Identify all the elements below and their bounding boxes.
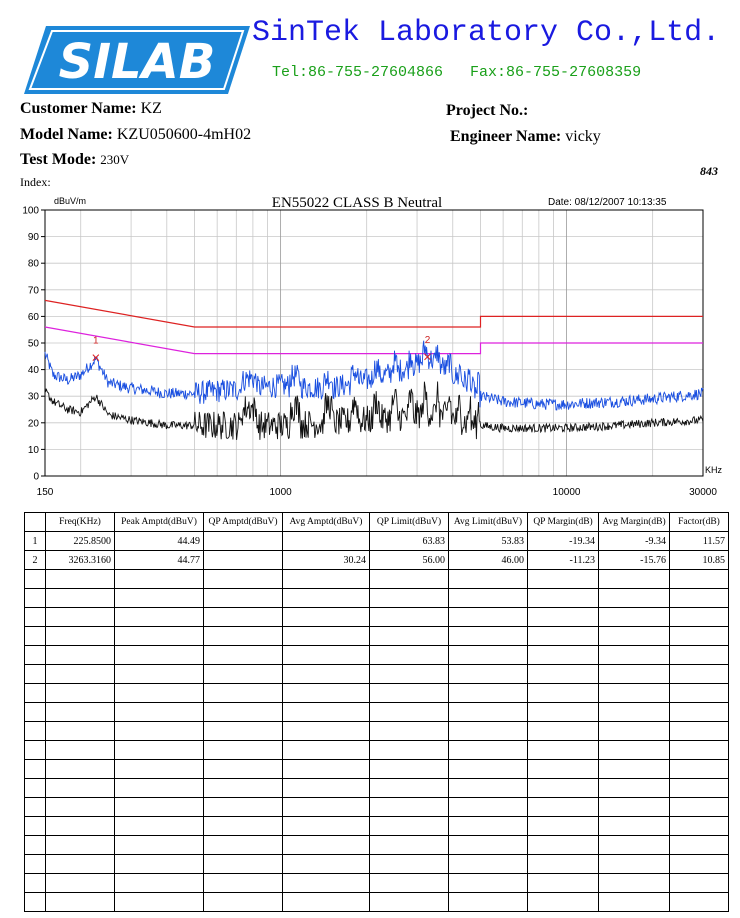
x-axis-label: KHz	[705, 465, 723, 475]
x-tick-label: 10000	[552, 487, 581, 498]
table-cell	[670, 779, 729, 798]
table-cell	[599, 646, 670, 665]
limit-lines	[45, 300, 703, 353]
table-header-cell: Avg Margin(dB)	[599, 513, 670, 532]
table-cell	[449, 817, 528, 836]
table-cell	[449, 893, 528, 912]
company-logo	[24, 22, 250, 98]
table-cell: -11.23	[528, 551, 599, 570]
table-cell	[670, 646, 729, 665]
table-cell	[670, 893, 729, 912]
table-cell	[670, 817, 729, 836]
table-row-empty	[25, 855, 729, 874]
table-cell	[25, 570, 46, 589]
table-cell	[204, 551, 283, 570]
y-axis-label: dBuV/m	[54, 196, 87, 206]
table-cell	[25, 779, 46, 798]
table-cell	[599, 836, 670, 855]
table-row-empty	[25, 836, 729, 855]
table-row-empty	[25, 798, 729, 817]
table-cell	[370, 817, 449, 836]
table-cell: 11.57	[670, 532, 729, 551]
table-header-cell: QP Amptd(dBuV)	[204, 513, 283, 532]
table-cell	[449, 589, 528, 608]
table-cell	[46, 589, 115, 608]
table-cell	[599, 893, 670, 912]
table-cell	[25, 646, 46, 665]
table-cell	[599, 608, 670, 627]
table-cell	[528, 874, 599, 893]
table-row	[25, 551, 729, 570]
table-cell	[46, 703, 115, 722]
table-cell	[115, 703, 204, 722]
mode-value: 230V	[100, 152, 130, 167]
table-cell	[528, 893, 599, 912]
table-cell	[204, 684, 283, 703]
table-cell	[283, 589, 370, 608]
table-cell: 2	[25, 551, 46, 570]
table-cell	[46, 836, 115, 855]
table-cell	[204, 570, 283, 589]
table-cell	[528, 760, 599, 779]
table-row-empty	[25, 893, 729, 912]
axis-ticks	[22, 206, 717, 499]
table-cell	[46, 874, 115, 893]
table-row-empty	[25, 722, 729, 741]
tel-text: Tel:86-755-27604866	[272, 64, 444, 81]
table-row-empty	[25, 646, 729, 665]
table-cell	[370, 722, 449, 741]
table-cell	[115, 646, 204, 665]
table-cell	[670, 741, 729, 760]
table-cell	[370, 627, 449, 646]
table-cell	[283, 760, 370, 779]
table-cell	[115, 684, 204, 703]
project-label: Project No.:	[446, 102, 529, 119]
table-cell	[204, 703, 283, 722]
marker-label: 2	[424, 334, 431, 346]
table-cell	[204, 627, 283, 646]
table-header-cell: Peak Amptd(dBuV)	[115, 513, 204, 532]
table-cell	[115, 874, 204, 893]
y-tick-label: 20	[27, 418, 39, 430]
table-cell	[370, 836, 449, 855]
table-cell	[25, 627, 46, 646]
x-tick-label: 30000	[689, 487, 717, 498]
table-row-empty	[25, 741, 729, 760]
table-cell	[283, 893, 370, 912]
table-cell	[528, 817, 599, 836]
table-cell	[670, 703, 729, 722]
table-row-empty	[25, 665, 729, 684]
table-row-empty	[25, 684, 729, 703]
markers	[93, 335, 431, 361]
table-cell: 56.00	[370, 551, 449, 570]
table-cell	[204, 836, 283, 855]
table-cell	[283, 627, 370, 646]
table-cell	[670, 589, 729, 608]
table-row-empty	[25, 627, 729, 646]
mode-label: Test Mode:	[20, 151, 97, 168]
project-no	[446, 102, 528, 120]
table-cell	[46, 893, 115, 912]
table-cell	[204, 893, 283, 912]
table-cell	[370, 779, 449, 798]
table-cell	[283, 874, 370, 893]
table-cell	[599, 722, 670, 741]
table-header-cell: QP Margin(dB)	[528, 513, 599, 532]
logo-text: SILAB	[58, 34, 216, 90]
table-cell	[449, 646, 528, 665]
table-cell: 53.83	[449, 532, 528, 551]
table-cell	[283, 817, 370, 836]
table-cell	[449, 665, 528, 684]
table-cell	[25, 722, 46, 741]
table-cell	[670, 874, 729, 893]
table-cell	[46, 684, 115, 703]
y-tick-label: 50	[27, 338, 39, 350]
table-cell	[449, 570, 528, 589]
table-cell	[528, 589, 599, 608]
table-cell	[528, 608, 599, 627]
table-cell	[370, 874, 449, 893]
table-cell	[46, 798, 115, 817]
table-cell	[370, 855, 449, 874]
table-cell	[115, 893, 204, 912]
table-cell	[204, 760, 283, 779]
y-tick-label: 30	[27, 391, 39, 403]
table-cell	[115, 665, 204, 684]
x-tick-label: 1000	[269, 487, 292, 498]
model-value: KZU050600-4mH02	[116, 126, 252, 143]
table-cell	[115, 836, 204, 855]
table-cell	[46, 722, 115, 741]
y-tick-label: 0	[33, 471, 39, 483]
table-cell	[528, 646, 599, 665]
table-cell	[370, 741, 449, 760]
table-cell: 1	[25, 532, 46, 551]
table-cell	[283, 798, 370, 817]
table-cell	[204, 817, 283, 836]
table-cell	[599, 684, 670, 703]
table-cell	[670, 760, 729, 779]
measurement-series	[45, 341, 703, 440]
table-cell	[599, 874, 670, 893]
table-cell	[46, 779, 115, 798]
table-row-empty	[25, 608, 729, 627]
table-cell	[370, 760, 449, 779]
table-cell	[449, 798, 528, 817]
table-cell: 225.8500	[46, 532, 115, 551]
table-cell	[25, 760, 46, 779]
table-cell	[115, 779, 204, 798]
table-cell	[204, 665, 283, 684]
table-cell	[46, 760, 115, 779]
table-header-cell: Freq(KHz)	[46, 513, 115, 532]
table-cell	[670, 855, 729, 874]
y-tick-label: 40	[27, 365, 39, 377]
table-cell	[528, 665, 599, 684]
table-cell	[204, 589, 283, 608]
table-header-cell: QP Limit(dBuV)	[370, 513, 449, 532]
table-cell: -15.76	[599, 551, 670, 570]
table-cell	[115, 760, 204, 779]
table-cell	[25, 741, 46, 760]
table-header-row	[25, 513, 729, 532]
table-cell	[46, 855, 115, 874]
table-cell	[370, 798, 449, 817]
table-cell	[25, 703, 46, 722]
table-cell: -9.34	[599, 532, 670, 551]
table-cell	[283, 570, 370, 589]
table-cell: 44.77	[115, 551, 204, 570]
engineer-label: Engineer Name:	[450, 128, 562, 145]
table-cell	[670, 836, 729, 855]
table-cell	[25, 608, 46, 627]
table-cell	[46, 646, 115, 665]
table-row-empty	[25, 589, 729, 608]
table-cell	[670, 608, 729, 627]
customer-value: KZ	[140, 100, 162, 117]
table-cell	[204, 722, 283, 741]
index-label: Index:	[20, 175, 51, 189]
limit-line	[45, 327, 703, 354]
table-cell	[449, 855, 528, 874]
fax-text: Fax:86-755-27608359	[470, 64, 642, 81]
table-cell	[670, 627, 729, 646]
table-cell	[204, 646, 283, 665]
table-cell: 46.00	[449, 551, 528, 570]
table-cell: 10.85	[670, 551, 729, 570]
table-cell	[25, 684, 46, 703]
table-cell: 44.49	[115, 532, 204, 551]
table-cell	[283, 665, 370, 684]
table-cell	[599, 817, 670, 836]
table-cell	[528, 722, 599, 741]
table-cell	[283, 741, 370, 760]
table-row-empty	[25, 760, 729, 779]
marker-label: 1	[93, 335, 99, 347]
table-cell	[204, 741, 283, 760]
table-header-cell: Avg Amptd(dBuV)	[283, 513, 370, 532]
table-cell	[528, 627, 599, 646]
table-cell	[599, 798, 670, 817]
table-cell	[370, 703, 449, 722]
y-tick-label: 10	[27, 444, 39, 456]
table-cell	[204, 798, 283, 817]
table-cell	[46, 608, 115, 627]
table-cell	[670, 665, 729, 684]
test-mode	[20, 151, 129, 169]
table-cell	[115, 722, 204, 741]
table-cell	[599, 703, 670, 722]
model-label: Model Name:	[20, 126, 113, 143]
table-cell: 30.24	[283, 551, 370, 570]
table-cell	[670, 684, 729, 703]
table-cell	[283, 836, 370, 855]
y-tick-label: 90	[27, 232, 39, 244]
table-cell	[115, 608, 204, 627]
table-cell	[599, 570, 670, 589]
engineer-name	[450, 128, 601, 146]
table-row-empty	[25, 779, 729, 798]
table-cell	[449, 874, 528, 893]
table-cell	[115, 817, 204, 836]
table-cell	[528, 798, 599, 817]
table-cell	[449, 779, 528, 798]
table-header-cell	[25, 513, 46, 532]
table-cell	[283, 608, 370, 627]
table-cell	[25, 665, 46, 684]
table-cell	[204, 874, 283, 893]
table-cell	[370, 646, 449, 665]
table-cell	[528, 836, 599, 855]
table-cell	[283, 703, 370, 722]
table-cell	[25, 817, 46, 836]
customer-label: Customer Name:	[20, 100, 137, 117]
table-cell	[670, 722, 729, 741]
table-cell: 3263.3160	[46, 551, 115, 570]
table-cell	[599, 627, 670, 646]
x-tick-label: 150	[36, 487, 54, 498]
table-cell	[599, 589, 670, 608]
table-cell	[599, 855, 670, 874]
table-cell	[46, 817, 115, 836]
table-cell	[528, 855, 599, 874]
table-cell: 63.83	[370, 532, 449, 551]
table-cell	[370, 608, 449, 627]
company-contact	[272, 64, 641, 81]
table-cell	[528, 779, 599, 798]
table-cell	[46, 741, 115, 760]
table-cell	[115, 627, 204, 646]
table-cell	[283, 532, 370, 551]
y-tick-label: 60	[27, 311, 39, 323]
table-cell	[115, 589, 204, 608]
table-cell	[283, 722, 370, 741]
table-cell	[670, 798, 729, 817]
table-cell	[449, 722, 528, 741]
table-cell	[46, 627, 115, 646]
table-cell	[25, 589, 46, 608]
table-cell	[46, 665, 115, 684]
table-row-empty	[25, 817, 729, 836]
table-cell	[370, 570, 449, 589]
y-tick-label: 80	[27, 258, 39, 270]
table-cell	[370, 665, 449, 684]
report-code: 843	[700, 164, 718, 178]
company-name: SinTek Laboratory Co.,Ltd.	[252, 16, 721, 50]
results-table	[24, 512, 729, 912]
table-cell	[449, 741, 528, 760]
table-cell	[204, 855, 283, 874]
table-cell	[599, 779, 670, 798]
table-cell	[115, 570, 204, 589]
table-row-empty	[25, 703, 729, 722]
table-cell	[599, 665, 670, 684]
table-cell	[370, 589, 449, 608]
table-cell	[449, 684, 528, 703]
table-cell	[115, 855, 204, 874]
table-cell	[449, 703, 528, 722]
chart-title: EN55022 CLASS B Neutral	[271, 195, 443, 211]
table-cell	[46, 570, 115, 589]
customer-name	[20, 100, 162, 118]
table-header-cell: Factor(dB)	[670, 513, 729, 532]
table-cell	[670, 570, 729, 589]
table-row	[25, 532, 729, 551]
table-cell	[599, 741, 670, 760]
table-cell	[204, 779, 283, 798]
table-cell	[370, 684, 449, 703]
engineer-value: vicky	[565, 128, 601, 145]
table-cell	[115, 741, 204, 760]
table-cell	[528, 684, 599, 703]
emi-chart	[0, 190, 740, 500]
table-cell	[449, 627, 528, 646]
y-tick-label: 70	[27, 285, 39, 297]
table-cell	[204, 608, 283, 627]
table-body	[25, 532, 729, 912]
table-cell	[528, 570, 599, 589]
limit-line	[45, 300, 703, 327]
chart-date: Date: 08/12/2007 10:13:35	[548, 197, 667, 208]
table-cell	[25, 874, 46, 893]
table-row-empty	[25, 570, 729, 589]
table-cell	[528, 741, 599, 760]
table-cell: -19.34	[528, 532, 599, 551]
table-cell	[449, 836, 528, 855]
table-cell	[283, 684, 370, 703]
table-cell	[283, 779, 370, 798]
table-cell	[25, 798, 46, 817]
table-cell	[25, 855, 46, 874]
table-cell	[204, 532, 283, 551]
table-row-empty	[25, 874, 729, 893]
table-cell	[370, 893, 449, 912]
table-header-cell: Avg Limit(dBuV)	[449, 513, 528, 532]
table-cell	[283, 855, 370, 874]
model-name	[20, 126, 251, 144]
table-cell	[449, 608, 528, 627]
y-tick-label: 100	[22, 205, 39, 217]
table-cell	[449, 760, 528, 779]
table-cell	[25, 836, 46, 855]
table-cell	[528, 703, 599, 722]
table-cell	[599, 760, 670, 779]
table-cell	[283, 646, 370, 665]
table-cell	[115, 798, 204, 817]
table-cell	[25, 893, 46, 912]
